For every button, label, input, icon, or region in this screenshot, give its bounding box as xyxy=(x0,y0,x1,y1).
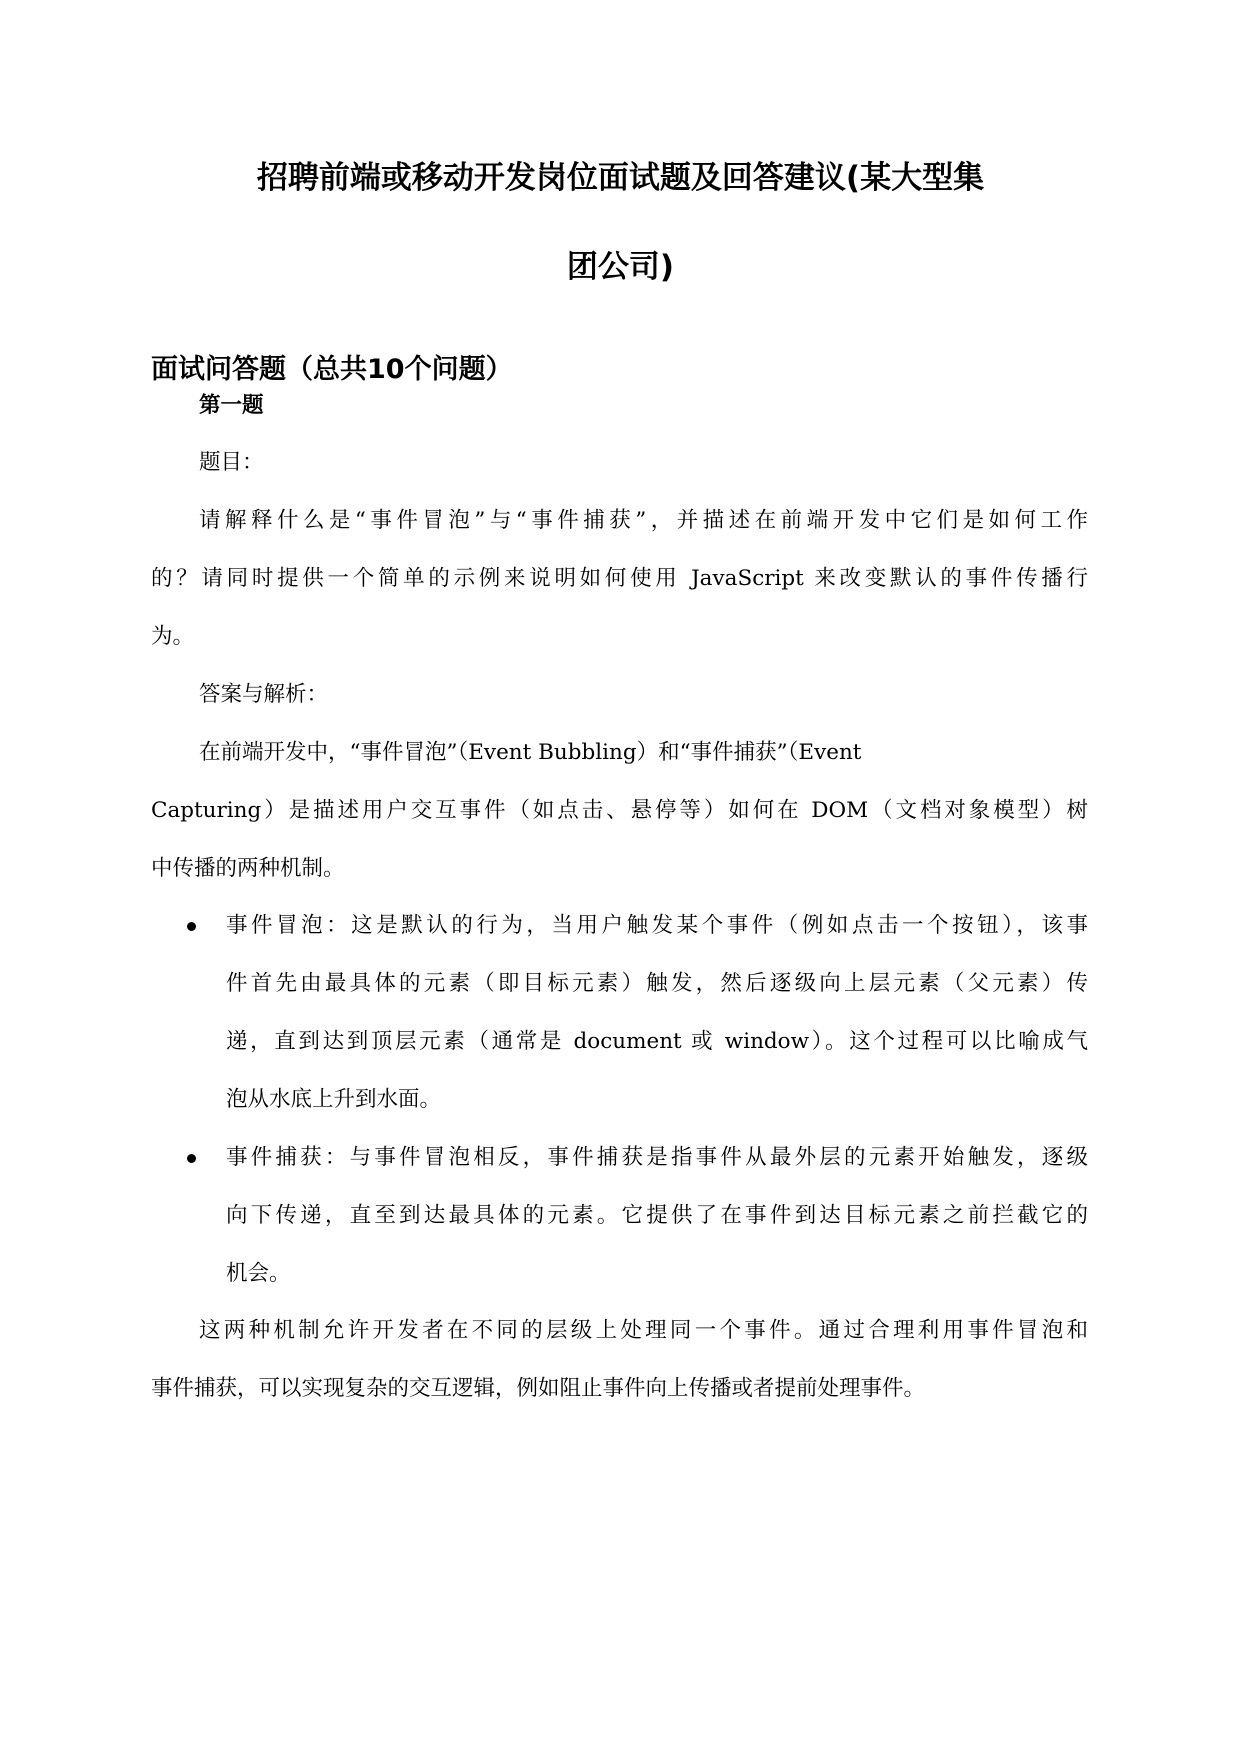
document-title-line-1: 招聘前端或移动开发岗位面试题及回答建议(某大型集 xyxy=(256,160,985,196)
prompt-line: 请解释什么是“事件冒泡”与“事件捕获”，并描述在前端开发中它们是如何工作 xyxy=(199,508,1088,533)
bullet-dot-icon xyxy=(187,922,196,931)
prompt-line: 的？请同时提供一个简单的示例来说明如何使用 JavaScript 来改变默认的事件传播行 xyxy=(151,566,1088,591)
bullet-dot-icon xyxy=(187,1154,196,1163)
answer-label: 答案与解析： xyxy=(199,682,329,707)
conclusion-line: 这两种机制允许开发者在不同的层级上处理同一个事件。通过合理利用事件冒泡和 xyxy=(199,1318,1088,1343)
bullet-line: 泡从水底上升到水面。 xyxy=(226,1087,442,1112)
conclusion-line: 事件捕获，可以实现复杂的交互逻辑，例如阻止事件向上传播或者提前处理事件。 xyxy=(151,1376,926,1401)
bullet-line: 递，直到达到顶层元素（通常是 document 或 window）。这个过程可以比喻成气 xyxy=(226,1029,1088,1054)
document-title-line-2: 团公司) xyxy=(566,249,675,285)
prompt-line: 为。 xyxy=(151,624,195,649)
bullet-line: 事件捕获：与事件冒泡相反，事件捕获是指事件从最外层的元素开始触发，逐级 xyxy=(226,1145,1088,1170)
bullet-line: 机会。 xyxy=(226,1261,291,1286)
question-label: 第一题 xyxy=(199,393,264,418)
bullet-line: 事件冒泡：这是默认的行为，当用户触发某个事件（例如点击一个按钮），该事 xyxy=(226,913,1088,938)
bullet-line: 件首先由最具体的元素（即目标元素）触发，然后逐级向上层元素（父元素）传 xyxy=(226,971,1088,996)
intro-line: 中传播的两种机制。 xyxy=(151,856,345,881)
section-heading: 面试问答题（总共10个问题） xyxy=(151,354,513,385)
intro-line: Capturing）是描述用户交互事件（如点击、悬停等）如何在 DOM（文档对象模型）树 xyxy=(151,798,1088,823)
intro-line: 在前端开发中，“事件冒泡”（Event Bubbling）和“事件捕获”（Event xyxy=(199,740,862,765)
bullet-line: 向下传递，直至到达最具体的元素。它提供了在事件到达目标元素之前拦截它的 xyxy=(226,1203,1088,1228)
prompt-label: 题目： xyxy=(199,450,264,475)
